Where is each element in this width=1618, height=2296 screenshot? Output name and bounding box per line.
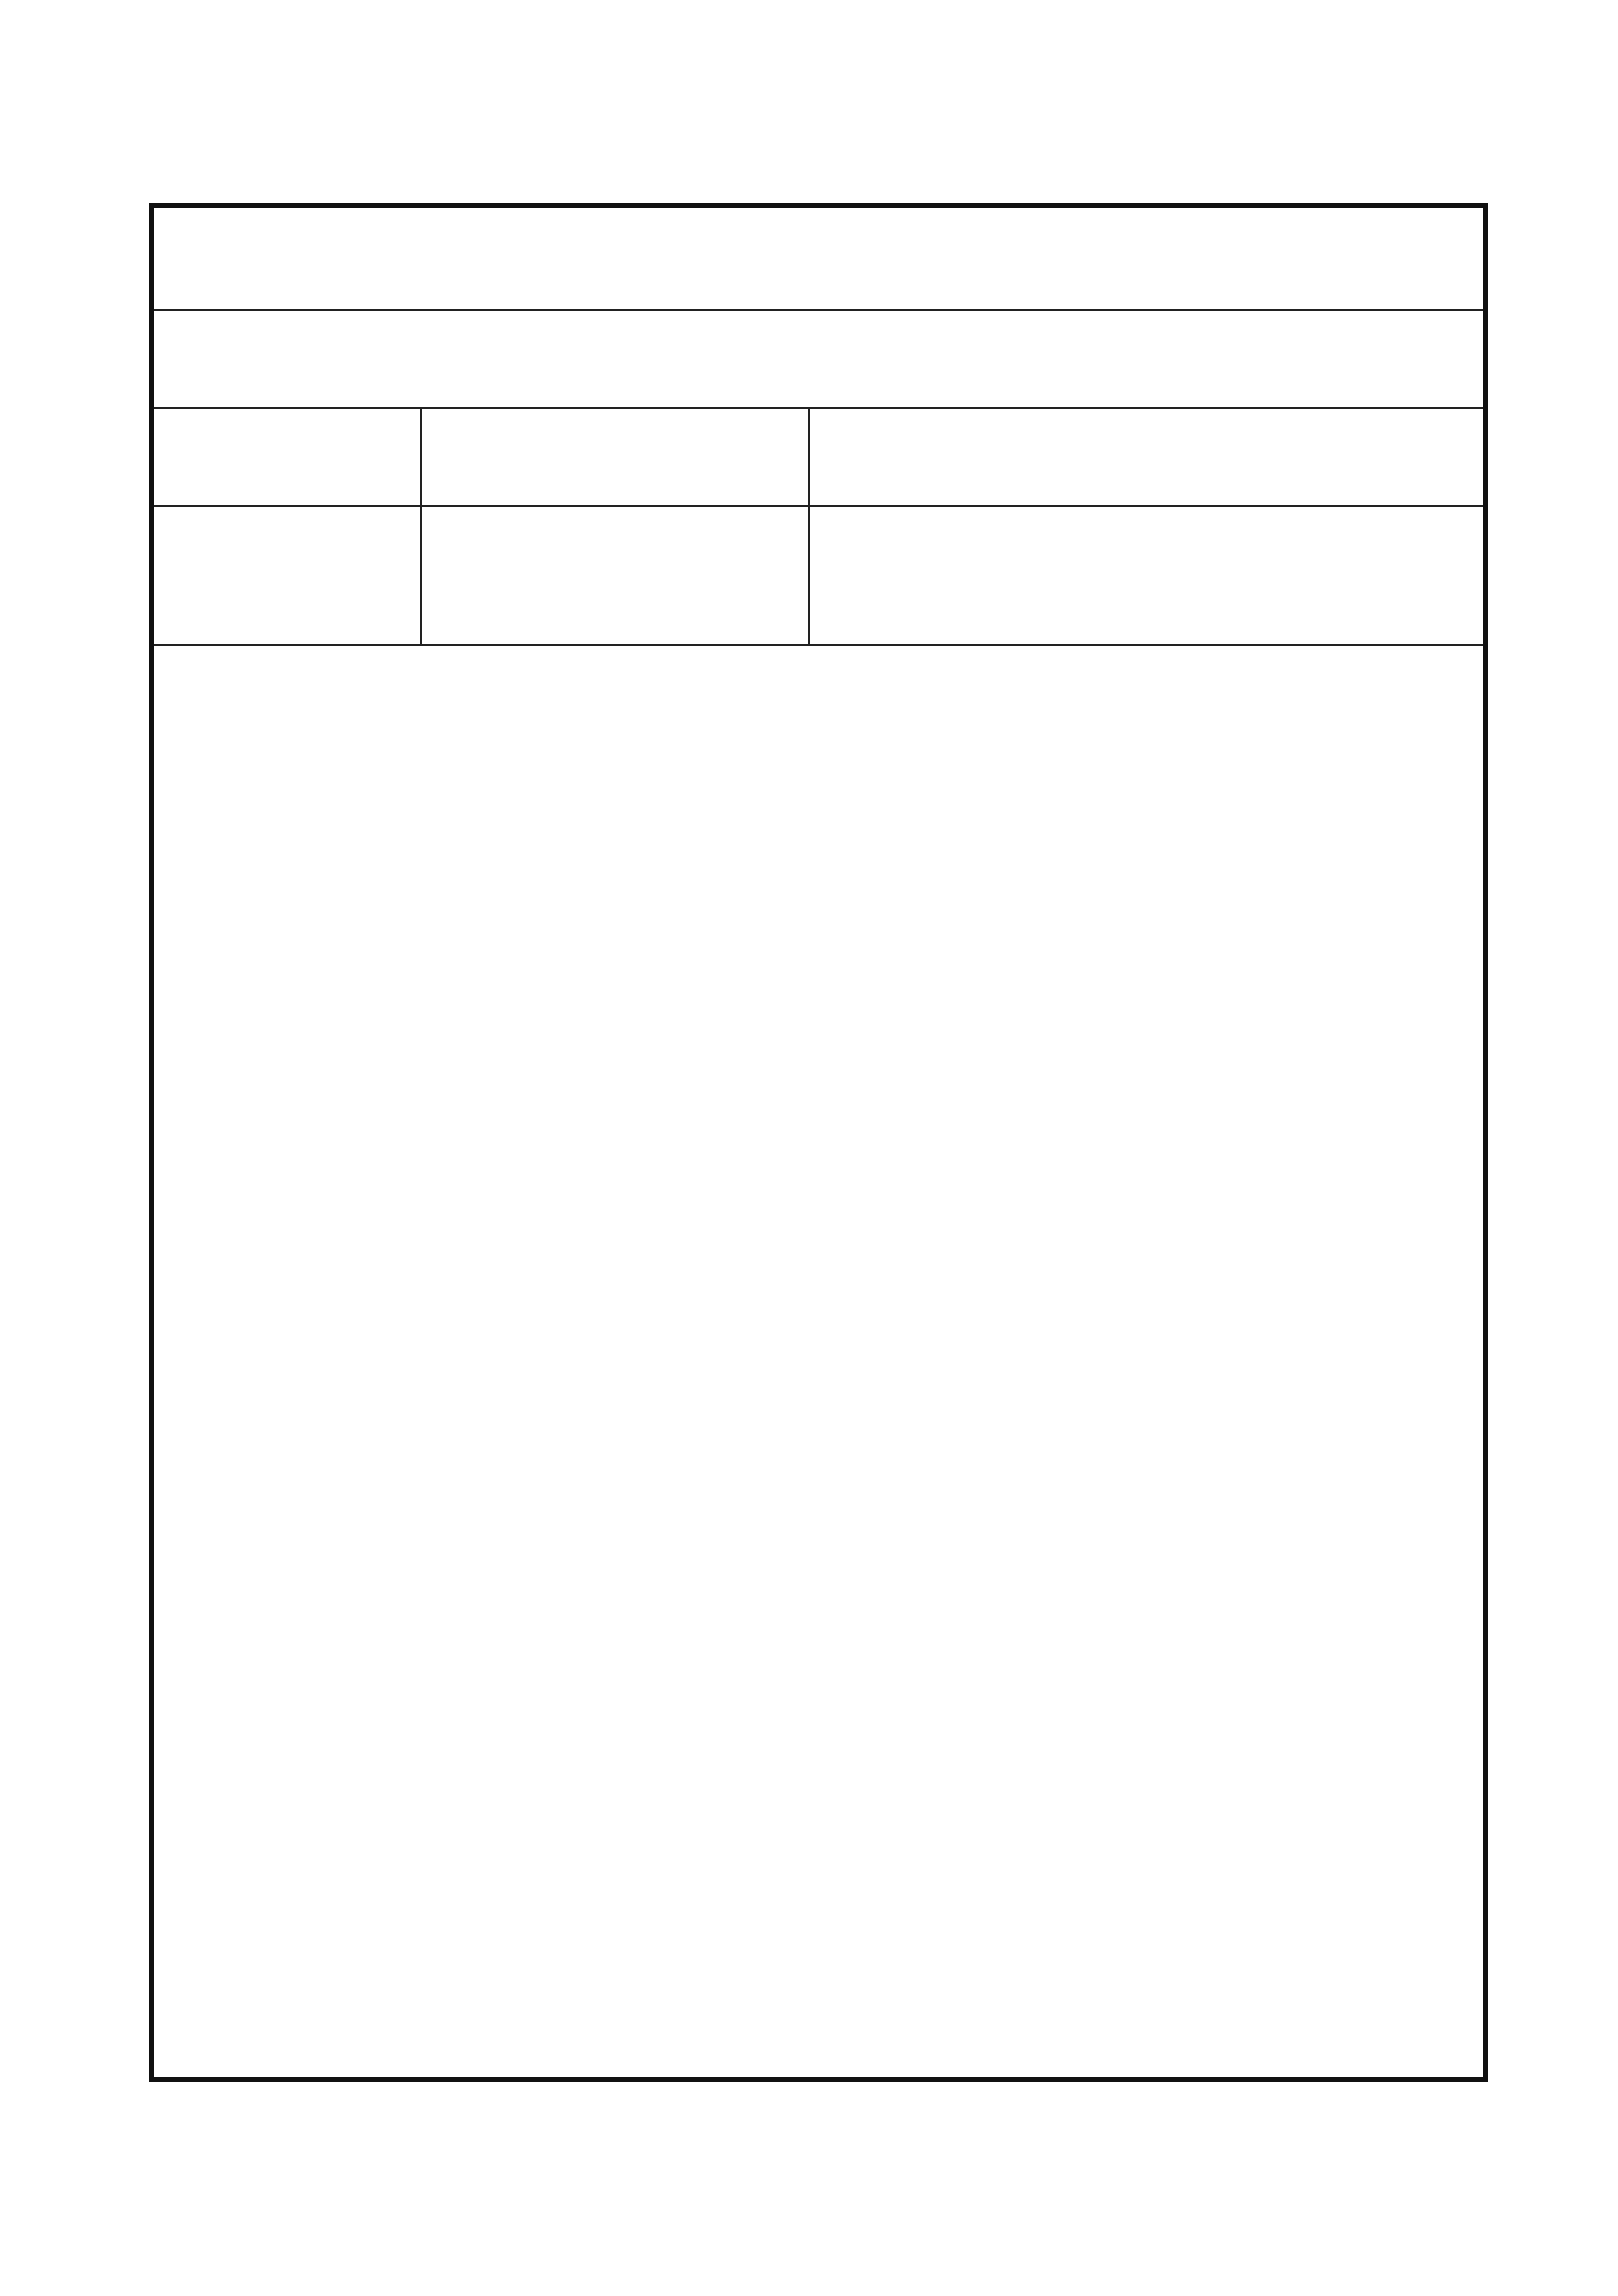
column-header-row	[154, 409, 1483, 507]
approval-doc-number	[422, 513, 808, 518]
change-registration-form	[149, 203, 1488, 2082]
change-item-cell	[154, 507, 422, 644]
change-content-cell	[810, 507, 1483, 644]
change-item-text	[154, 507, 420, 515]
header-approval-doc	[422, 409, 810, 505]
header-change-item	[154, 409, 422, 505]
header-change-content	[810, 409, 1483, 505]
form-title-row	[154, 208, 1483, 311]
table-row	[154, 507, 1483, 646]
approval-cell	[422, 507, 810, 644]
form-subtitle-row	[154, 311, 1483, 409]
approval-date	[422, 507, 808, 513]
